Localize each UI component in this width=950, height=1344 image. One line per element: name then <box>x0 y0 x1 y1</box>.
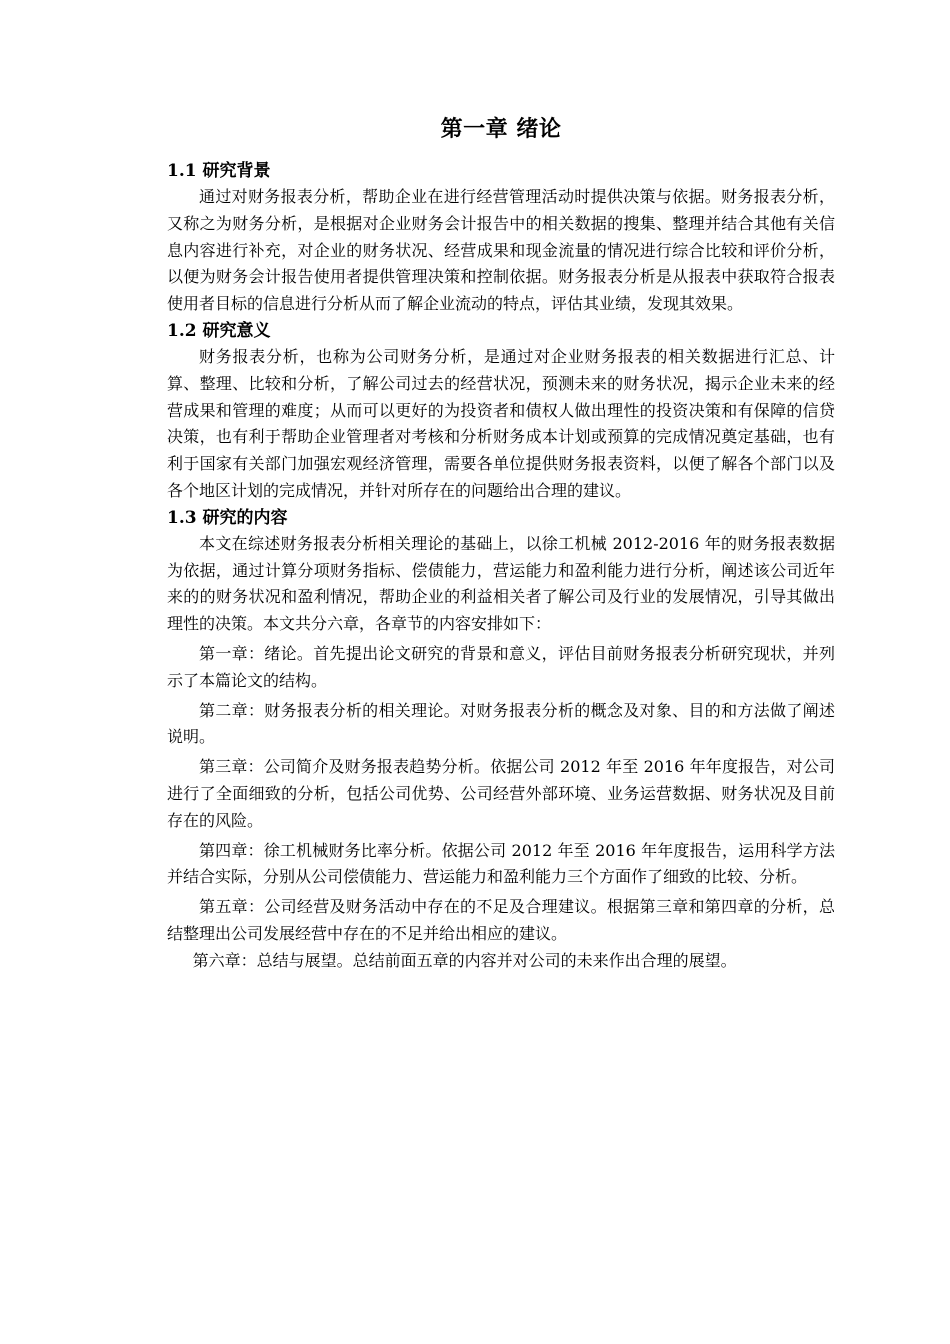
chapter-summary-2: 第二章：财务报表分析的相关理论。对财务报表分析的概念及对象、目的和方法做了阐述说明。 <box>167 700 835 747</box>
section-background <box>167 158 835 318</box>
section-content <box>167 505 835 975</box>
section-significance <box>167 318 835 505</box>
paragraph: 财务报表分析，也称为公司财务分析，是通过对企业财务报表的相关数据进行汇总、计算、整理、比较和分析，了解公司过去的经营状况，预测未来的财务状况，揭示企业未来的经营成果和管理的难度；从而可以更好的为投资者和债权人做出理性的投资决策和有保障的信贷决策，也有利于帮助企业管理者对考核和分析财务成本计划或预算的完成情况奠定基础，也有利于国家有关部门加强宏观经济管理，需要各单位提供财务报表资料，以便了解各个部门以及各个地区计划的完成情况，并针对所存在的问题给出合理的建议。 <box>167 346 835 500</box>
section-heading: 1.2 研究意义 <box>167 320 271 341</box>
chapter-title: 第一章 绪论 <box>440 117 562 142</box>
chapter-summary-6: 第六章：总结与展望。总结前面五章的内容并对公司的未来作出合理的展望。 <box>192 950 737 970</box>
paragraph: 通过对财务报表分析，帮助企业在进行经营管理活动时提供决策与依据。财务报表分析，又称之为财务分析，是根据对企业财务会计报告中的相关数据的搜集、整理并结合其他有关信息内容进行补充，对企业的财务状况、经营成果和现金流量的情况进行综合比较和评价分析，以便为财务会计报告使用者提供管理决策和控制依据。财务报表分析是从报表中获取符合报表使用者目标的信息进行分析从而了解企业流动的特点，评估其业绩，发现其效果。 <box>167 187 835 314</box>
section-heading: 1.3 研究的内容 <box>167 507 288 528</box>
paragraph: 本文在综述财务报表分析相关理论的基础上，以徐工机械 2012-2016 年的财务报表数据为依据，通过计算分项财务指标、偿债能力，营运能力和盈利能力进行分析，阐述该公司近年来的的财务状况和盈利情况，帮助企业的利益相关者了解公司及行业的发展情况，引导其做出理性的决策。本文共分六章，各章节的内容安排如下： <box>167 533 835 634</box>
chapter-summary-5: 第五章：公司经营及财务活动中存在的不足及合理建议。根据第三章和第四章的分析，总结整理出公司发展经营中存在的不足并给出相应的建议。 <box>167 897 835 943</box>
chapter-summary-4: 第四章：徐工机械财务比率分析。依据公司 2012 年至 2016 年年度报告，运用科学方法并结合实际，分别从公司偿债能力、营运能力和盈利能力三个方面作了细致的比较、分析。 <box>167 840 835 887</box>
section-heading: 1.1 研究背景 <box>167 161 271 181</box>
page-content <box>167 112 835 975</box>
chapter-summary-1: 第一章：绪论。首先提出论文研究的背景和意义，评估目前财务报表分析研究现状，并列示了本篇论文的结构。 <box>167 643 835 690</box>
chapter-summary-3: 第三章：公司简介及财务报表趋势分析。依据公司 2012 年至 2016 年年度报告，对公司进行了全面细致的分析，包括公司优势、公司经营外部环境、业务运营数据、财务状况及目前存在的风险。 <box>167 757 835 830</box>
